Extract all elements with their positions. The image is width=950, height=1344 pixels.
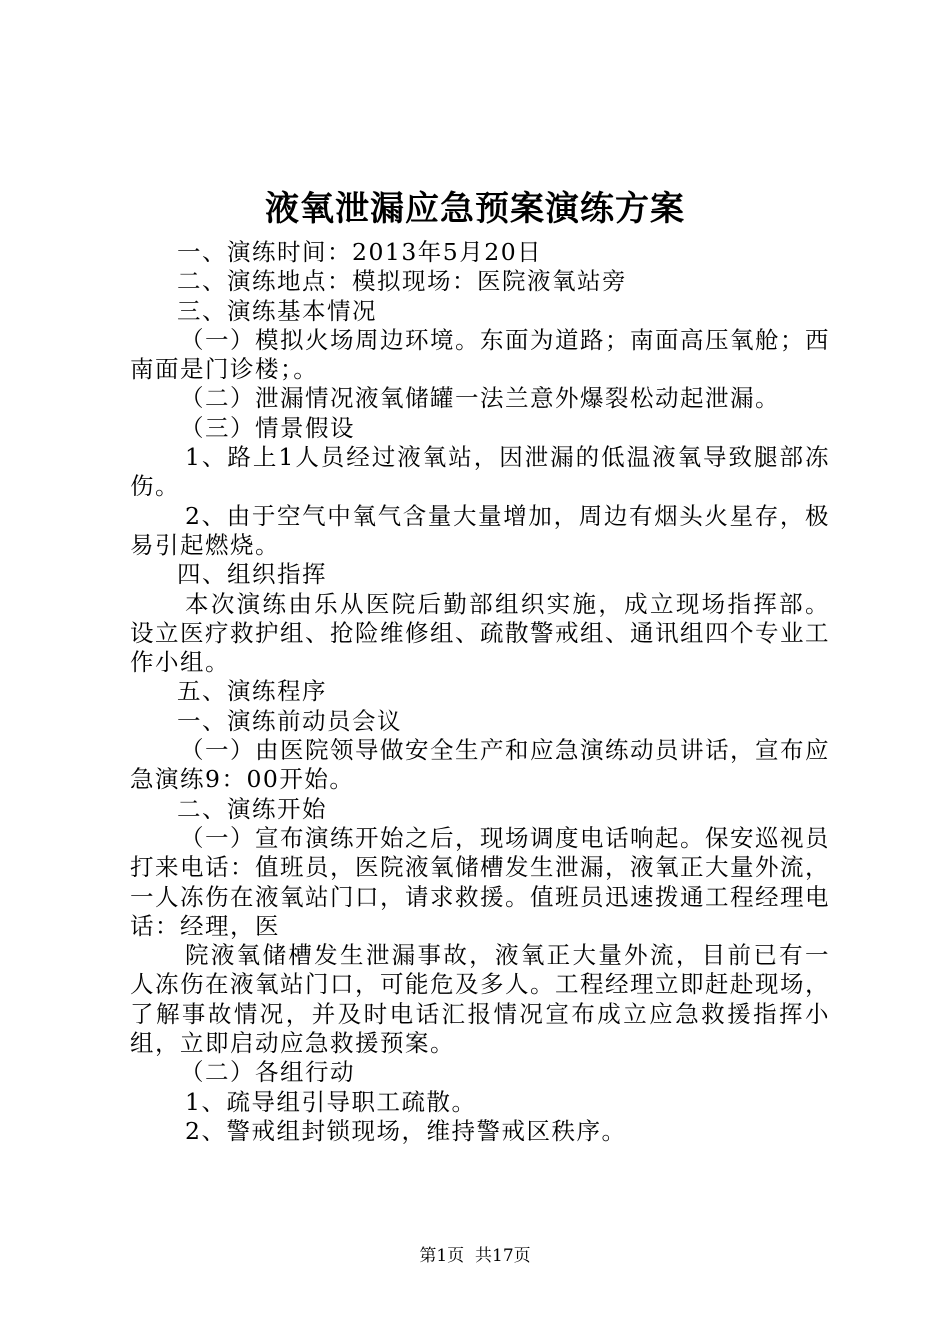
heading-command: 四、组织指挥 (177, 560, 327, 589)
paragraph-environment: （一）模拟火场周边环境。东面为道路；南面高压氧舱；西南面是门诊楼；。 (130, 325, 830, 384)
heading-group-actions: （二）各组行动 (180, 1058, 355, 1087)
paragraph-drill-time: 一、演练时间：2013年5月20日 (177, 238, 543, 266)
page-number: 第1页 (419, 1246, 465, 1266)
page-footer (0, 1245, 950, 1267)
paragraph-leak-situation: （二）泄漏情况液氧储罐一法兰意外爆裂松动起泄漏。 (180, 384, 780, 413)
paragraph-pre-drill-meeting: （一）由医院领导做安全生产和应急演练动员讲话，宣布应急演练9：00开始。 (130, 736, 830, 794)
page-total: 共17页 (475, 1246, 531, 1266)
document-body (130, 238, 830, 1146)
paragraph-command: 本次演练由乐从医院后勤部组织实施，成立现场指挥部。设立医疗救护组、抢险维修组、疏散警戒组、通讯组四个专业工作小组。 (130, 589, 830, 677)
heading-drill-start: 二、演练开始 (177, 794, 327, 823)
paragraph-scenario-1: 1、路上1人员经过液氧站，因泄漏的低温液氧导致腿部冻伤。 (130, 443, 830, 501)
document-title: 液氧泄漏应急预案演练方案 (265, 189, 685, 229)
paragraph-drill-location: 二、演练地点：模拟现场：医院液氧站旁 (177, 267, 627, 296)
heading-pre-drill-meeting: 一、演练前动员会议 (177, 706, 402, 735)
paragraph-drill-start-1: （一）宣布演练开始之后，现场调度电话响起。保安巡视员打来电话：值班员，医院液氧储槽发生泄漏，液氧正大量外流，一人冻伤在液氧站门口，请求救援。值班员迅速拨通工程经理电话：经理，医 (130, 823, 830, 940)
paragraph-group-action-2: 2、警戒组封锁现场，维持警戒区秩序。 (185, 1116, 627, 1145)
paragraph-group-action-1: 1、疏导组引导职工疏散。 (185, 1087, 477, 1116)
heading-procedure: 五、演练程序 (177, 677, 327, 706)
heading-basic-situation: 三、演练基本情况 (177, 296, 377, 325)
paragraph-drill-start-2: 院液氧储槽发生泄漏事故，液氧正大量外流，目前已有一人冻伤在液氧站门口，可能危及多人。工程经理立即赶赴现场，了解事故情况，并及时电话汇报情况宣布成立应急救援指挥小组，立即启动应急救援预案。 (130, 941, 830, 1058)
heading-scenario: （三）情景假设 (180, 413, 355, 442)
paragraph-scenario-2: 2、由于空气中氧气含量大量增加，周边有烟头火星存，极易引起燃烧。 (130, 501, 830, 559)
